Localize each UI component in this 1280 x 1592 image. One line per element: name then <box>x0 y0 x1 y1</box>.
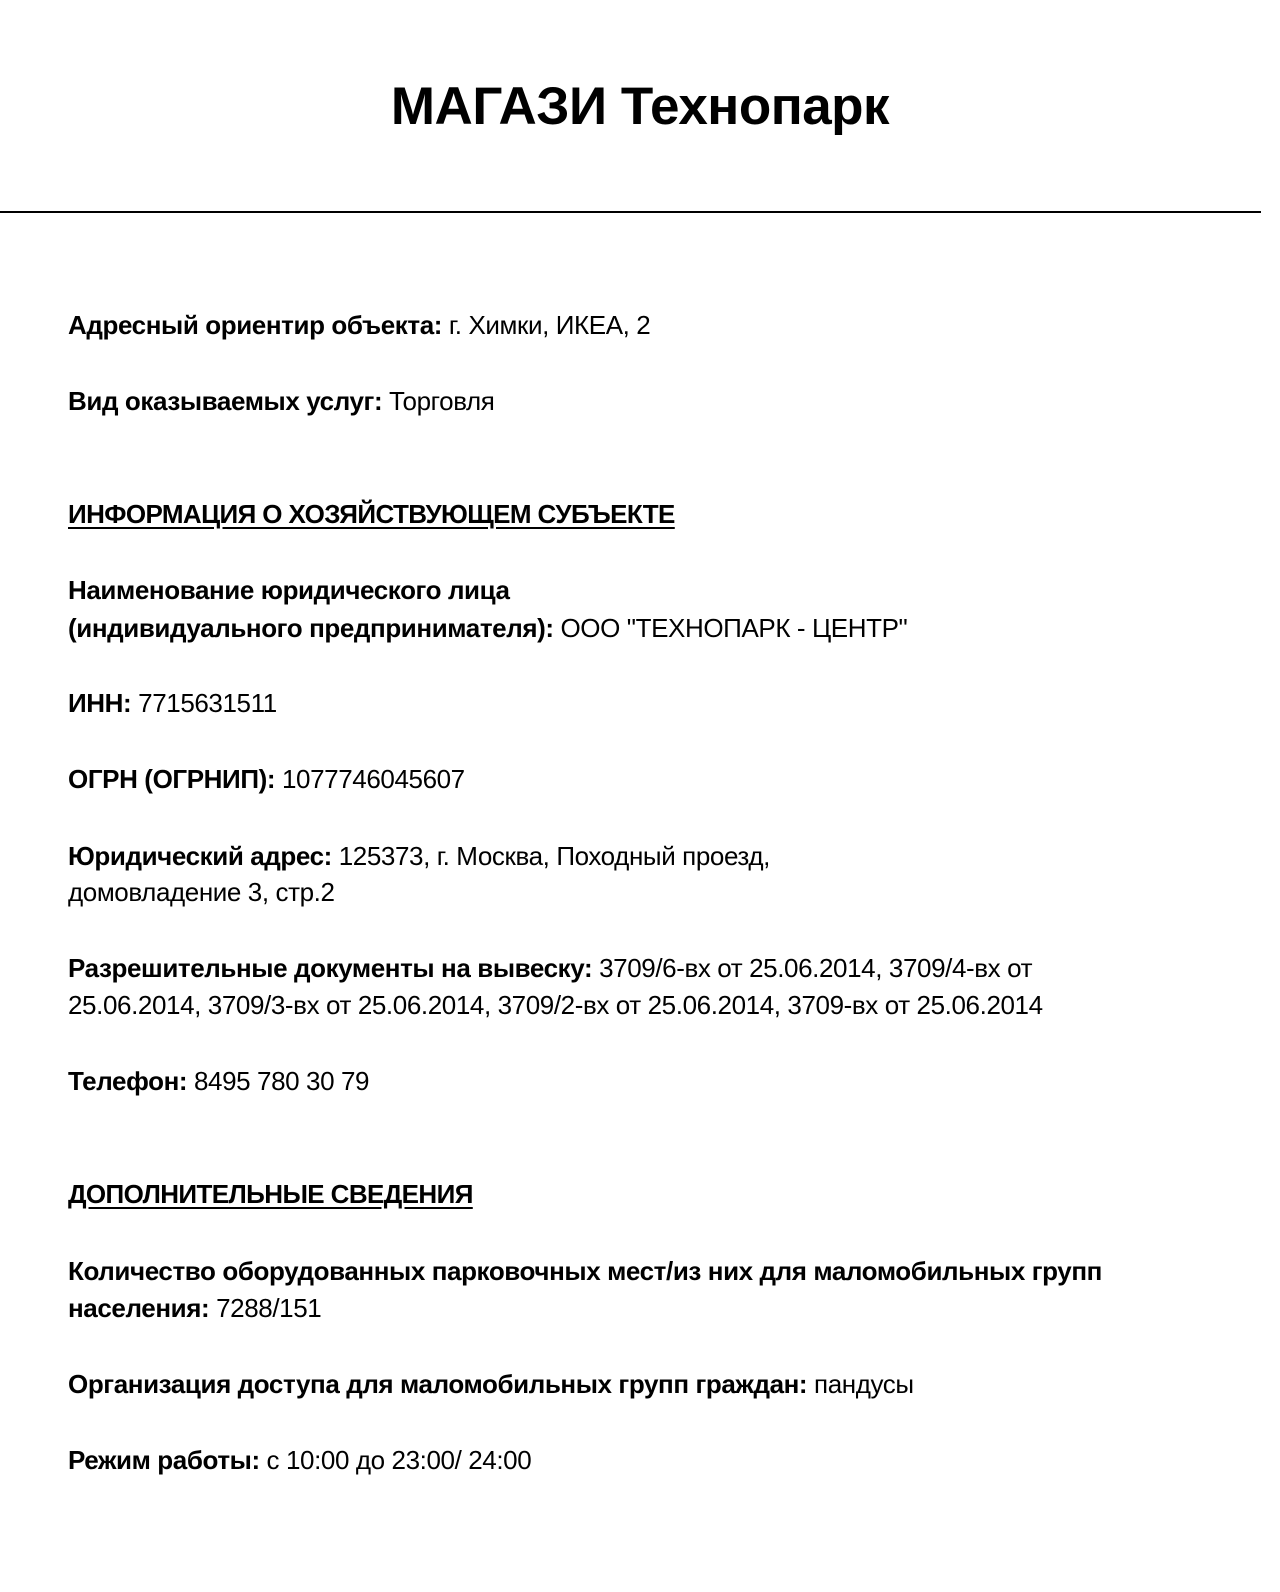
permits-value-2: 25.06.2014, 3709/3-вх от 25.06.2014, 3709/2-вх от 25.06.2014, 3709-вх от 25.06.2014 <box>68 990 1043 1020</box>
legal-address-label: Юридический адрес: <box>68 841 332 871</box>
ogrn-label: ОГРН (ОГРНИП): <box>68 764 276 794</box>
hours-label: Режим работы: <box>68 1445 260 1475</box>
legal-address-value-1: 125373, г. Москва, Походный проезд, <box>331 841 770 871</box>
ogrn-value: 1077746045607 <box>275 764 465 794</box>
entity-name-label-1: Наименование юридического лица <box>68 575 510 605</box>
access-value: пандусы <box>807 1369 914 1399</box>
entity-name-label-2: (индивидуального предпринимателя): <box>68 613 554 643</box>
permits-label: Разрешительные документы на вывеску: <box>68 953 593 983</box>
access-row <box>68 1366 914 1402</box>
service-label: Вид оказываемых услуг: <box>68 386 383 416</box>
service-value: Торговля <box>382 386 495 416</box>
parking-label-2: населения: <box>68 1293 210 1323</box>
parking-row-1 <box>68 1253 1102 1289</box>
hours-row <box>68 1442 531 1478</box>
additional-section-heading: ДОПОЛНИТЕЛЬНЫЕ СВЕДЕНИЯ <box>68 1179 473 1209</box>
phone-row <box>68 1063 369 1099</box>
entity-section-heading: ИНФОРМАЦИЯ О ХОЗЯЙСТВУЮЩЕМ СУБЪЕКТЕ <box>68 499 675 529</box>
inn-row <box>68 685 277 721</box>
page-title: МАГАЗИ Технопарк <box>390 77 890 136</box>
parking-label-1: Количество оборудованных парковочных мест/из них для маломобильных групп <box>68 1256 1102 1286</box>
address-row <box>68 307 650 343</box>
address-label: Адресный ориентир объекта: <box>68 310 443 340</box>
legal-address-row-2 <box>68 874 335 910</box>
inn-label: ИНН: <box>68 688 132 718</box>
ogrn-row <box>68 761 465 797</box>
title-divider <box>0 211 1261 213</box>
hours-value: с 10:00 до 23:00/ 24:00 <box>259 1445 532 1475</box>
entity-name-value: ООО "ТЕХНОПАРК - ЦЕНТР" <box>553 613 908 643</box>
legal-address-row-1 <box>68 838 770 874</box>
parking-row-2 <box>68 1290 321 1326</box>
permits-value-1: 3709/6-вх от 25.06.2014, 3709/4-вх от <box>592 953 1033 983</box>
address-value: г. Химки, ИКЕА, 2 <box>442 310 651 340</box>
permits-row-2 <box>68 987 1043 1023</box>
inn-value: 7715631511 <box>131 688 277 718</box>
parking-value: 7288/151 <box>209 1293 322 1323</box>
entity-name-row-2 <box>68 610 907 646</box>
service-row <box>68 383 494 419</box>
entity-name-row-1 <box>68 572 510 608</box>
phone-label: Телефон: <box>68 1066 188 1096</box>
phone-value: 8495 780 30 79 <box>187 1066 370 1096</box>
access-label: Организация доступа для маломобильных групп граждан: <box>68 1369 808 1399</box>
permits-row-1 <box>68 950 1032 986</box>
legal-address-value-2: домовладение 3, стр.2 <box>68 877 335 907</box>
